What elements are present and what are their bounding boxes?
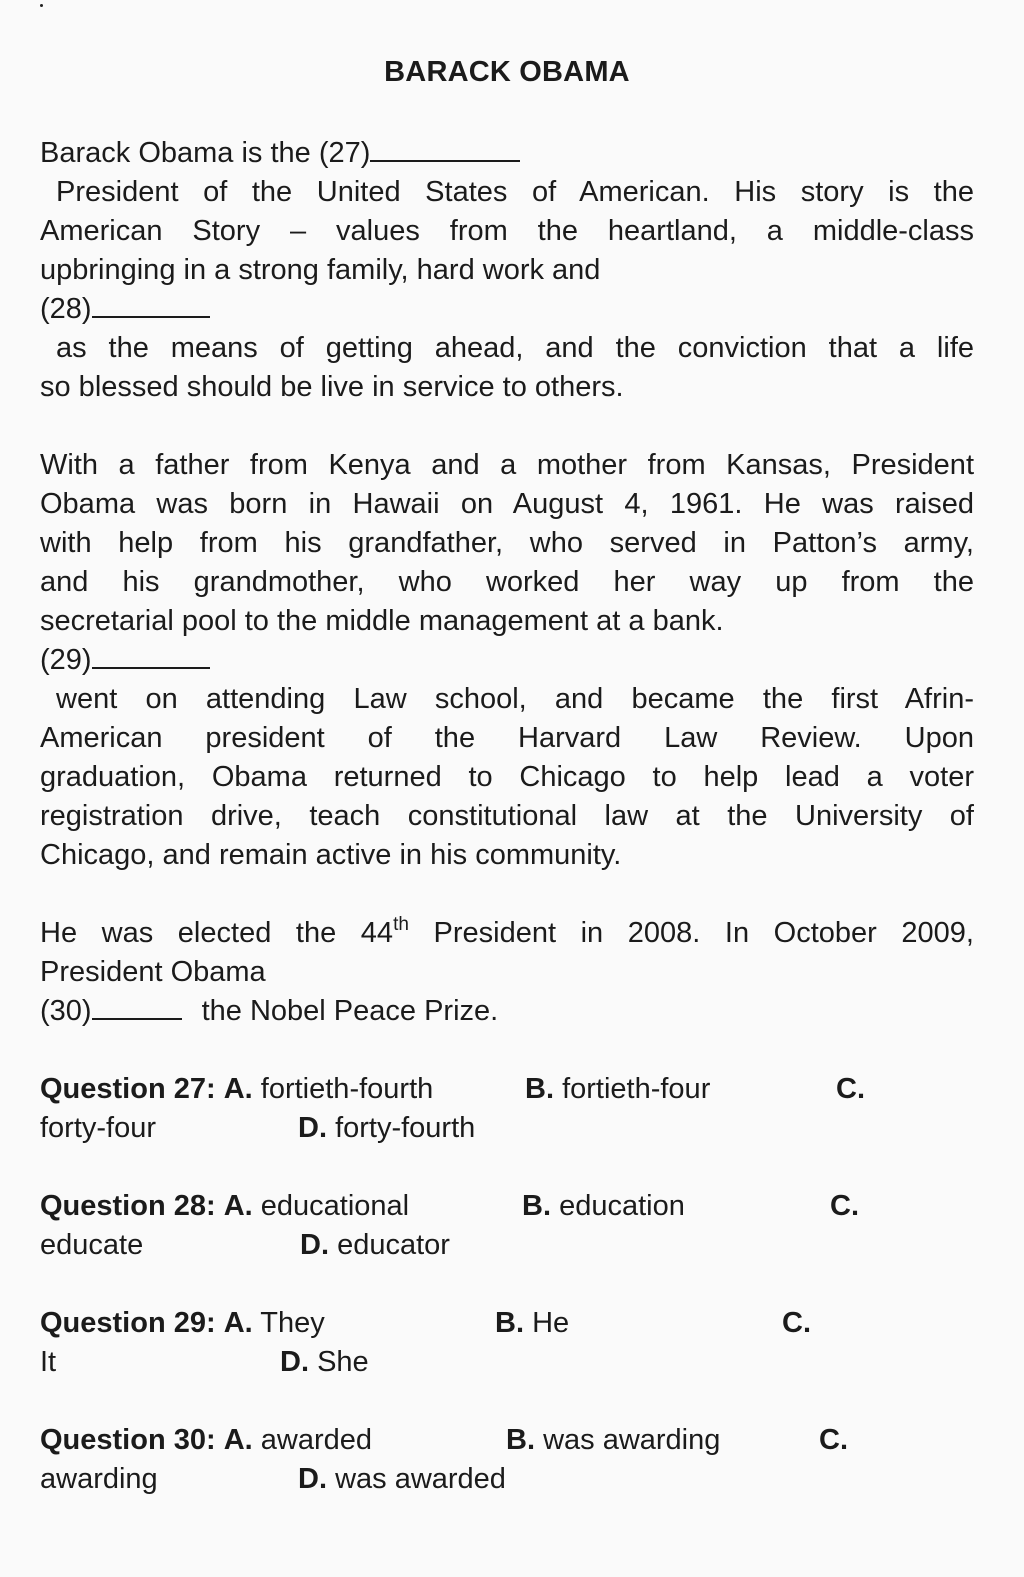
option-d: forty-fourth: [335, 1112, 476, 1144]
passage-line: and his grandmother, who worked her way up from the: [40, 566, 974, 598]
passage-line: as the means of getting ahead, and the conviction that a life: [56, 332, 974, 364]
option-c: awarding: [40, 1463, 158, 1495]
question-label: Question 27:: [40, 1073, 216, 1105]
option-letter: C.: [836, 1073, 865, 1105]
passage-line: Obama was born in Hawaii on August 4, 1961. He was raised: [40, 488, 974, 520]
passage-line: (29): [40, 641, 974, 680]
option-b: fortieth-four: [562, 1073, 711, 1105]
option-letter: A.: [223, 1424, 253, 1456]
option-a: fortieth-fourth: [260, 1073, 434, 1105]
blank-29: [92, 641, 210, 669]
question-label: Question 28:: [40, 1190, 216, 1222]
passage-line: upbringing in a strong family, hard work and: [40, 254, 601, 286]
option-a: awarded: [260, 1424, 373, 1456]
passage-line: He was elected the 44th President in 2008. In October 2009,: [40, 914, 974, 949]
option-letter: B.: [522, 1190, 551, 1222]
question-label: Question 29:: [40, 1307, 216, 1339]
document-body: [40, 134, 974, 1499]
blank-27: [370, 134, 520, 162]
option-letter: B.: [525, 1073, 554, 1105]
option-d: educator: [337, 1229, 450, 1261]
option-letter: A.: [223, 1190, 253, 1222]
option-letter: D.: [280, 1346, 309, 1378]
passage-line: With a father from Kenya and a mother from Kansas, President: [40, 449, 974, 481]
option-letter: B.: [506, 1424, 535, 1456]
option-b: He: [532, 1307, 570, 1339]
paragraph-1: [40, 134, 974, 407]
option-c: forty-four: [40, 1112, 157, 1144]
option-letter: A.: [223, 1307, 253, 1339]
stray-dot: [40, 4, 43, 7]
question-28: [40, 1187, 974, 1265]
passage-line: Barack Obama is the (27): [40, 134, 974, 173]
blank-30: [92, 992, 182, 1020]
option-d: was awarded: [335, 1463, 506, 1495]
option-letter: D.: [300, 1229, 329, 1261]
passage-line: President of the United States of American. His story is the: [56, 176, 974, 208]
option-letter: C.: [782, 1307, 811, 1339]
option-a: They: [260, 1307, 325, 1339]
passage-line: registration drive, teach constitutional law at the University of: [40, 800, 974, 832]
passage-line: President Obama: [40, 956, 266, 988]
option-letter: C.: [830, 1190, 859, 1222]
passage-line: (30) the Nobel Peace Prize.: [40, 992, 974, 1031]
page-title: BARACK OBAMA: [384, 56, 630, 88]
option-letter: D.: [298, 1112, 327, 1144]
passage-line: graduation, Obama returned to Chicago to help lead a voter: [40, 761, 974, 793]
passage-line: secretarial pool to the middle management at a bank.: [40, 605, 724, 637]
option-letter: A.: [223, 1073, 253, 1105]
question-30: [40, 1421, 974, 1499]
option-b: education: [559, 1190, 685, 1222]
option-c: educate: [40, 1229, 144, 1261]
option-letter: D.: [298, 1463, 327, 1495]
option-letter: B.: [495, 1307, 524, 1339]
paragraph-2: [40, 446, 974, 875]
option-a: educational: [260, 1190, 410, 1222]
passage-line: Chicago, and remain active in his community.: [40, 839, 622, 871]
option-c: It: [40, 1346, 57, 1378]
passage-line: American Story – values from the heartland, a middle-class: [40, 215, 974, 247]
option-d: She: [317, 1346, 369, 1378]
option-b: was awarding: [543, 1424, 721, 1456]
question-27: [40, 1070, 974, 1148]
question-29: [40, 1304, 974, 1382]
passage-line: American president of the Harvard Law Review. Upon: [40, 722, 974, 754]
passage-line: so blessed should be live in service to others.: [40, 371, 624, 403]
passage-line: went on attending Law school, and became the first Afrin-: [56, 683, 974, 715]
passage-line: with help from his grandfather, who served in Patton’s army,: [40, 527, 974, 559]
blank-28: [92, 290, 210, 318]
paragraph-3: [40, 914, 974, 1031]
passage-line: (28): [40, 290, 974, 329]
question-label: Question 30:: [40, 1424, 216, 1456]
option-letter: C.: [819, 1424, 848, 1456]
